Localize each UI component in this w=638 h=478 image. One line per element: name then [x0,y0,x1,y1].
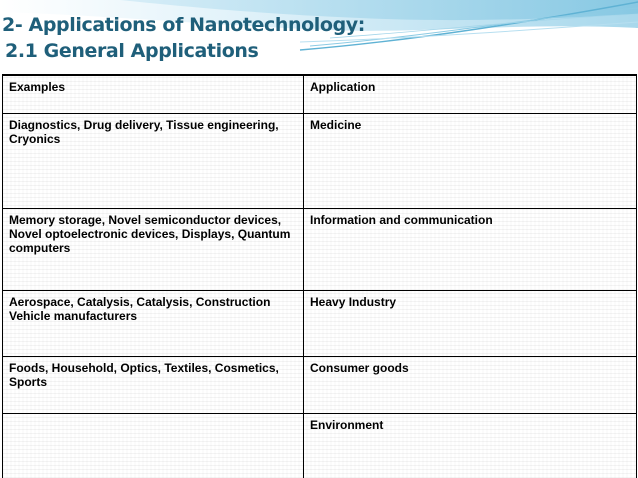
cell-application: Heavy Industry [304,290,637,356]
cell-examples: Aerospace, Catalysis, Catalysis, Construction Vehicle manufacturers [3,290,304,356]
header-examples: Examples [3,75,304,113]
cell-examples [3,413,304,478]
table-row [3,290,637,356]
cell-examples: Memory storage, Novel semiconductor devices, Novel optoelectronic devices, Displays, Quantum computers [3,208,304,290]
cell-application: Consumer goods [304,356,637,413]
table-row [3,356,637,413]
header-application: Application [304,75,637,113]
cell-application: Environment [304,413,637,478]
table-row [3,413,637,478]
table-header-row [3,75,637,113]
slide-title [2,12,365,64]
title-line-2: 2.1 General Applications [5,40,259,62]
cell-examples: Foods, Household, Optics, Textiles, Cosmetics, Sports [3,356,304,413]
cell-application: Information and communication [304,208,637,290]
table-row [3,113,637,208]
cell-examples: Diagnostics, Drug delivery, Tissue engineering, Cryonics [3,113,304,208]
cell-application: Medicine [304,113,637,208]
title-line-1: 2- Applications of Nanotechnology: [2,14,365,36]
applications-table [2,74,637,478]
table-row [3,208,637,290]
